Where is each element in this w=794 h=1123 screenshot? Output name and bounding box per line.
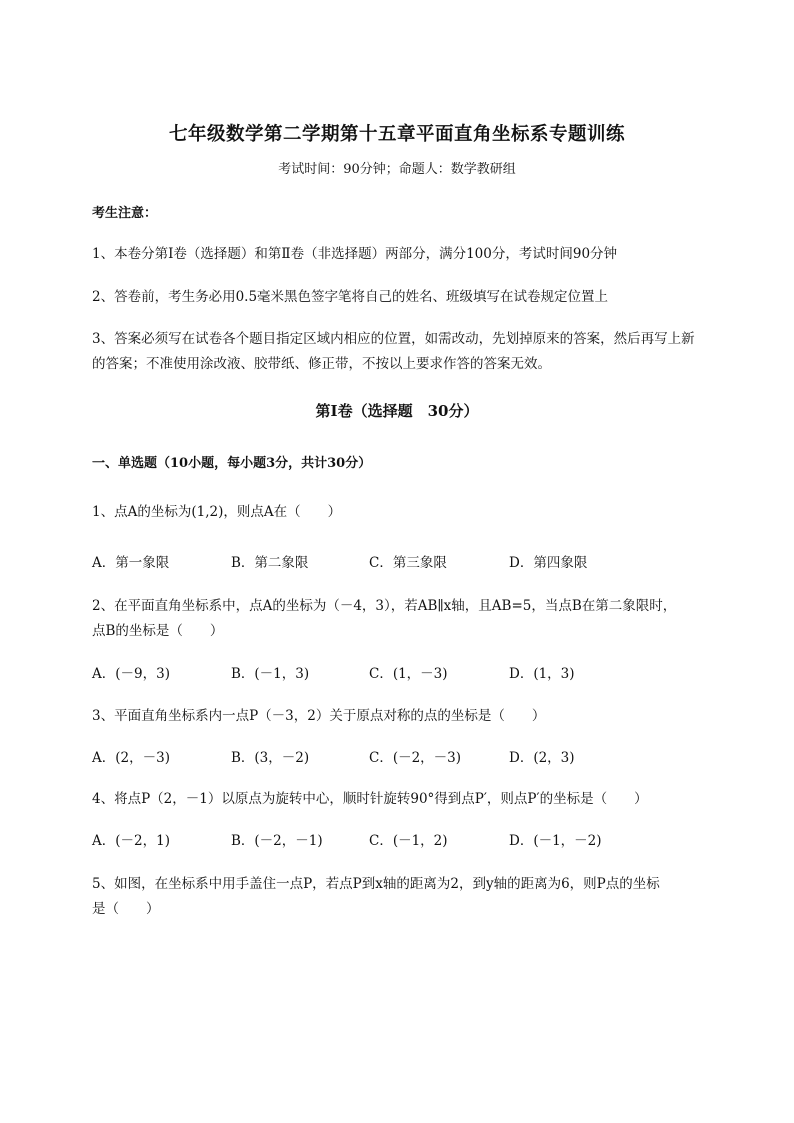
- question-2-stem: 2、在平面直角坐标系中，点A的坐标为（－4，3），若AB∥x轴，且AB=5，当点B在第二象限时，: [92, 598, 677, 614]
- question-4-option-b[interactable]: B．(－2，－1): [231, 833, 323, 849]
- question-3-stem: 3、平面直角坐标系内一点P（－3，2）关于原点对称的点的坐标是（ ）: [92, 708, 546, 724]
- question-3-option-d[interactable]: D．(2，3): [509, 750, 575, 766]
- question-2-option-c[interactable]: C．(1，－3): [369, 666, 448, 682]
- note-item-3-cont: 的答案；不准使用涂改液、胶带纸、修正带，不按以上要求作答的答案无效。: [92, 356, 551, 372]
- note-item-3: 3、答案必须写在试卷各个题目指定区域内相应的位置，如需改动，先划掉原来的答案，然后再写上新: [92, 331, 695, 347]
- question-1-option-c[interactable]: C．第三象限: [369, 555, 447, 571]
- question-5-stem-cont: 是（ ）: [92, 901, 160, 917]
- question-1-option-b[interactable]: B．第二象限: [231, 555, 309, 571]
- question-2-option-b[interactable]: B．(－1，3): [231, 666, 310, 682]
- exam-title: 七年级数学第二学期第十五章平面直角坐标系专题训练: [168, 124, 625, 145]
- question-2-option-d[interactable]: D．(1，3): [509, 666, 575, 682]
- question-4-option-d[interactable]: D．(－1，－2): [509, 833, 602, 849]
- question-4-option-a[interactable]: A．(－2，1): [92, 833, 170, 849]
- question-3-option-b[interactable]: B．(3，－2): [231, 750, 310, 766]
- question-1-option-a[interactable]: A．第一象限: [92, 555, 170, 571]
- question-3-option-a[interactable]: A．(2，－3): [92, 750, 170, 766]
- section-title: 第Ⅰ卷（选择题 30分）: [315, 402, 479, 420]
- question-2-stem-cont: 点B的坐标是（ ）: [92, 623, 224, 639]
- note-item-1: 1、本卷分第Ⅰ卷（选择题）和第Ⅱ卷（非选择题）两部分，满分100分，考试时间90分钟: [92, 246, 618, 262]
- notes-heading: 考生注意：: [92, 206, 158, 221]
- question-1-option-d[interactable]: D．第四象限: [509, 555, 588, 571]
- question-4-stem: 4、将点P（2，－1）以原点为旋转中心，顺时针旋转90°得到点P′，则点P′的坐标是（ ）: [92, 791, 648, 807]
- note-item-2: 2、答卷前，考生务必用0.5毫米黑色签字笔将自己的姓名、班级填写在试卷规定位置上: [92, 289, 609, 305]
- question-1-stem: 1、点A的坐标为(1,2)，则点A在（ ）: [92, 504, 342, 520]
- question-4-option-c[interactable]: C．(－1，2): [369, 833, 448, 849]
- question-2-option-a[interactable]: A．(－9，3): [92, 666, 170, 682]
- question-3-option-c[interactable]: C．(－2，－3): [369, 750, 462, 766]
- exam-subtitle: 考试时间：90分钟；命题人：数学教研组: [278, 162, 516, 177]
- question-5-stem: 5、如图，在坐标系中用手盖住一点P，若点P到x轴的距离为2，到y轴的距离为6，则P点的坐标: [92, 876, 660, 892]
- part-heading: 一、单选题（10小题，每小题3分，共计30分）: [92, 456, 372, 471]
